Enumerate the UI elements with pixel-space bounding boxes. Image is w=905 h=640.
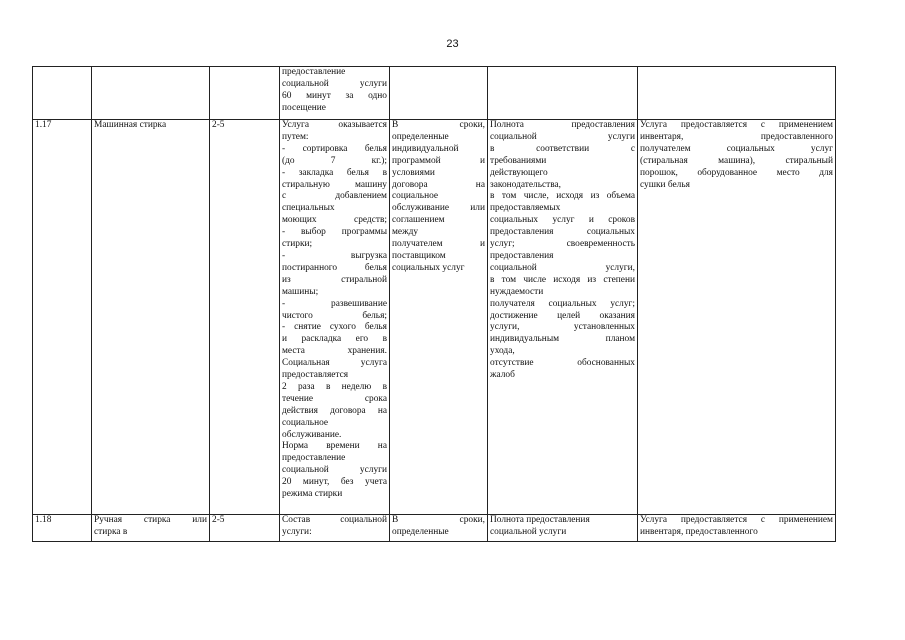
cell-line: В сроки, — [392, 120, 485, 130]
cell-line: социальной услуги, — [490, 262, 635, 273]
cell-line: - выбор программы — [282, 227, 387, 238]
cell-line: стирка в — [94, 526, 128, 537]
cell-line: Ручная стирка или — [94, 515, 207, 525]
cell-line: - выгрузка — [282, 250, 387, 261]
cell-line: жалоб — [490, 370, 515, 381]
cell-line: социальной услуги — [490, 526, 567, 537]
table-row — [33, 67, 836, 120]
cell-line: - развешивание — [282, 298, 387, 309]
cell-line: Полнота предоставления — [490, 120, 635, 130]
cell-line: Полнота предоставления — [490, 515, 590, 525]
cell-line: в соответствии с — [490, 143, 635, 154]
cell-line: услуг; своевременность — [490, 239, 635, 250]
cell-period: 2-5 — [210, 120, 280, 515]
cell-line: отсутствие обоснованных — [490, 358, 635, 369]
cell-line: 60 минут за одно — [282, 90, 387, 101]
cell-line: путем: — [282, 131, 309, 142]
cell-line: требованиями — [490, 155, 547, 166]
cell-line: - закладка белья в — [282, 167, 387, 178]
cell-line: из стиральной — [282, 274, 387, 285]
page-number: 23 — [446, 38, 459, 50]
cell-service-content — [280, 120, 390, 515]
cell-line: (до 7 кг.); — [282, 155, 387, 166]
cell-line: ухода, — [490, 346, 515, 357]
cell-deadline — [390, 515, 488, 542]
cell-line: чистого белья; — [282, 310, 387, 321]
cell-line: действующего — [490, 167, 548, 178]
cell-conditions — [638, 515, 836, 542]
cell-line: договора на — [392, 179, 485, 190]
cell-line: 20 минут, без учета — [282, 477, 387, 488]
cell-line: обслуживание. — [282, 429, 342, 440]
cell-quality-indicators — [488, 120, 638, 515]
cell-line: моющих средств; — [282, 215, 387, 226]
cell-line: предоставления — [490, 250, 554, 261]
cell-quality-indicators — [488, 515, 638, 542]
cell-line: социальной услуги — [282, 465, 387, 476]
cell-line: места хранения. — [282, 346, 387, 357]
cell-service-name — [92, 120, 210, 515]
cell-deadline — [390, 67, 488, 120]
cell-line: течение срока — [282, 393, 387, 404]
table-row — [33, 515, 836, 542]
cell-line: предоставляется — [282, 370, 349, 381]
cell-line: посещение — [282, 102, 326, 113]
cell-line: предоставляемых — [490, 203, 561, 214]
cell-line: Услуга предоставляется с применением — [640, 120, 833, 130]
cell-line: получателем и — [392, 239, 485, 250]
cell-line: специальных — [282, 203, 335, 214]
cell-line: предоставление — [282, 67, 346, 77]
cell-line: получателем социальных услуг — [640, 143, 833, 154]
cell-service-content — [280, 67, 390, 120]
cell-number: 1.18 — [33, 515, 92, 542]
cell-line: действия договора на — [282, 405, 387, 416]
cell-line: и раскладка его в — [282, 334, 387, 345]
cell-service-name — [92, 67, 210, 120]
cell-service-content — [280, 515, 390, 542]
cell-line: индивидуальной — [392, 143, 459, 154]
table-body — [33, 67, 836, 542]
cell-line: услуги, установленных — [490, 322, 635, 333]
cell-line: социальной услуги — [490, 131, 635, 142]
cell-line: социальное — [282, 417, 329, 428]
cell-service-name — [92, 515, 210, 542]
cell-line: 2 раза в неделю в — [282, 381, 387, 392]
cell-line: режима стирки — [282, 489, 343, 500]
cell-line: социальных услуг — [392, 262, 465, 273]
cell-line: предоставления социальных — [490, 227, 635, 238]
cell-line: стирки; — [282, 239, 313, 250]
cell-line: инвентаря, предоставленного — [640, 131, 833, 142]
cell-period: 2-5 — [210, 515, 280, 542]
cell-line: сушки белья — [640, 179, 690, 190]
cell-line: индивидуальным планом — [490, 334, 635, 345]
cell-line: программой и — [392, 155, 485, 166]
cell-line: инвентаря, предоставленного — [640, 526, 758, 537]
cell-line: нуждаемости — [490, 286, 544, 297]
cell-line: между — [392, 227, 419, 238]
cell-line: Машинная стирка — [94, 120, 167, 130]
services-table — [32, 66, 836, 542]
cell-line: постиранного белья — [282, 262, 387, 273]
cell-line: социальное — [392, 191, 439, 202]
cell-line: условиями — [392, 167, 435, 178]
cell-line: Услуга оказывается — [282, 120, 387, 130]
cell-line: законодательства, — [490, 179, 562, 190]
cell-line: определенные — [392, 526, 449, 537]
cell-line: поставщиком — [392, 250, 446, 261]
cell-conditions — [638, 120, 836, 515]
cell-line: определенные — [392, 131, 449, 142]
cell-line: порошок, оборудованное место для — [640, 167, 833, 178]
cell-line: Услуга предоставляется с применением — [640, 515, 833, 525]
cell-line: стиральную машину — [282, 179, 387, 190]
cell-line: социальной услуги — [282, 78, 387, 89]
cell-line: получателя социальных услуг; — [490, 298, 635, 309]
cell-line: с добавлением — [282, 191, 387, 202]
cell-line: Норма времени на — [282, 441, 387, 452]
cell-line: Социальная услуга — [282, 358, 387, 369]
cell-line: в том числе, исходя из объема — [490, 191, 635, 202]
cell-line: в том числе исходя из степени — [490, 274, 635, 285]
cell-number: 1.17 — [33, 120, 92, 515]
cell-conditions — [638, 67, 836, 120]
cell-line: (стиральная машина), стиральный — [640, 155, 833, 166]
cell-line: - снятие сухого белья — [282, 322, 387, 333]
cell-quality-indicators — [488, 67, 638, 120]
cell-line: Состав социальной — [282, 515, 387, 525]
cell-line: услуги: — [282, 526, 312, 537]
cell-period — [210, 67, 280, 120]
cell-line: достижение целей оказания — [490, 310, 635, 321]
cell-line: предоставление — [282, 453, 346, 464]
table-row — [33, 120, 836, 515]
cell-line: обслуживание или — [392, 203, 485, 214]
cell-line: машины; — [282, 286, 319, 297]
cell-deadline — [390, 120, 488, 515]
cell-number — [33, 67, 92, 120]
cell-line: - сортировка белья — [282, 143, 387, 154]
cell-line: В сроки, — [392, 515, 485, 525]
cell-line: социальных услуг и сроков — [490, 215, 635, 226]
cell-line: соглашением — [392, 215, 445, 226]
